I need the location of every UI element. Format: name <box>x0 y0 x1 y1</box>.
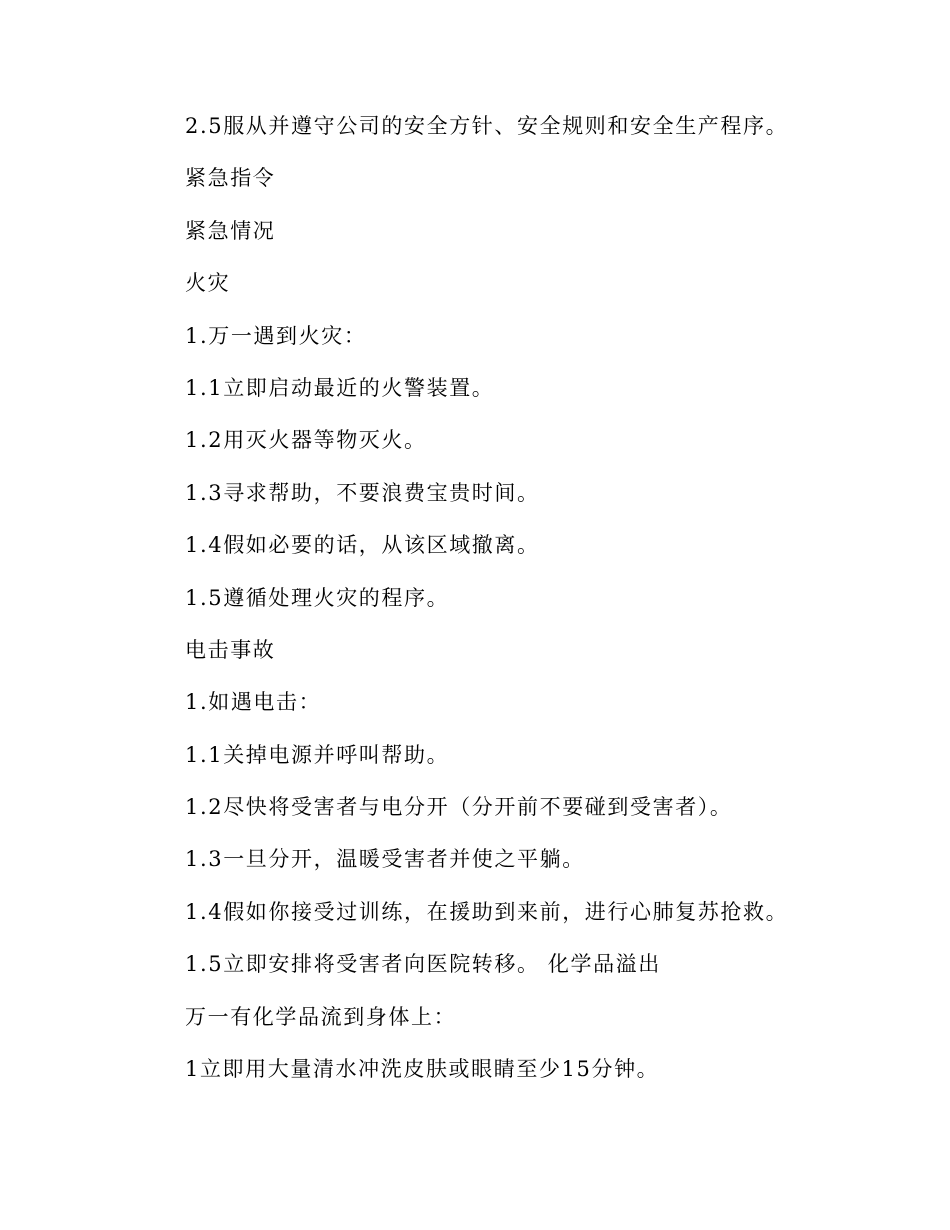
text-line: 1.5立即安排将受害者向医院转移。 化学品溢出 <box>185 952 661 977</box>
text-line: 1.2尽快将受害者与电分开（分开前不要碰到受害者）。 <box>185 795 733 820</box>
subsection-heading: 火灾 <box>185 271 231 296</box>
text-line: 1.4假如必要的话，从该区域撤离。 <box>185 533 540 558</box>
section-heading: 紧急情况 <box>185 218 276 243</box>
text-line: 1.5遵循处理火灾的程序。 <box>185 585 450 610</box>
section-heading: 紧急指令 <box>185 166 276 191</box>
text-line: 1立即用大量清水冲洗皮肤或眼睛至少15分钟。 <box>185 1057 660 1082</box>
subsection-heading: 电击事故 <box>185 637 276 662</box>
text-line: 1.1关掉电源并呼叫帮助。 <box>185 742 450 767</box>
text-line: 1.如遇电击： <box>185 690 322 715</box>
text-line: 1.4假如你接受过训练，在援助到来前，进行心肺复苏抢救。 <box>185 899 789 924</box>
text-line: 1.万一遇到火灾： <box>185 323 367 348</box>
text-line: 1.3一旦分开，温暖受害者并使之平躺。 <box>185 847 585 872</box>
text-line: 万一有化学品流到身体上： <box>185 1004 457 1029</box>
document-body <box>185 110 905 1105</box>
text-line: 1.2用灭火器等物灭火。 <box>185 428 427 453</box>
text-line: 1.1立即启动最近的火警装置。 <box>185 375 495 400</box>
text-line: 2.5服从并遵守公司的安全方针、安全规则和安全生产程序。 <box>185 114 789 138</box>
text-line: 1.3寻求帮助，不要浪费宝贵时间。 <box>185 480 540 505</box>
